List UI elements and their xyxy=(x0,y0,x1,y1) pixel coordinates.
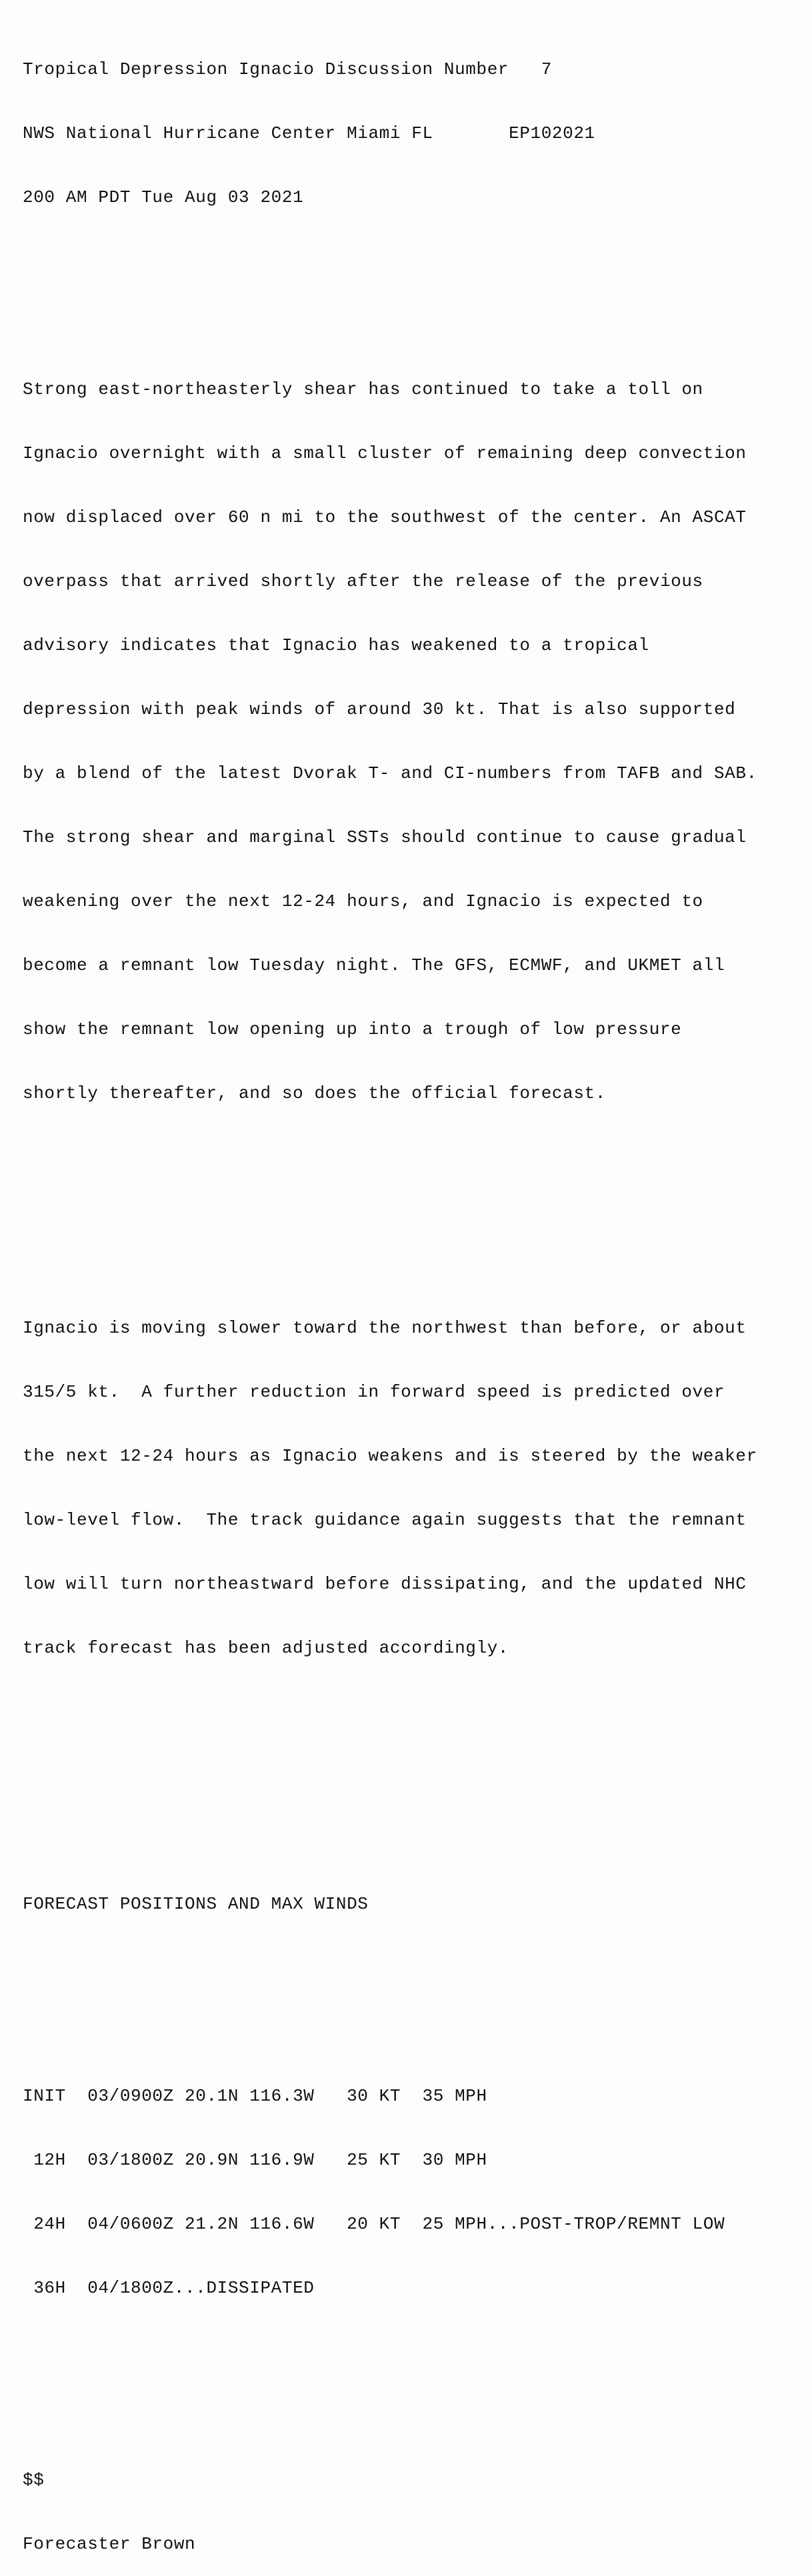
paragraph-line: Strong east-northeasterly shear has continued to take a toll on xyxy=(23,379,703,399)
forecast-table xyxy=(23,2043,757,2341)
paragraph-line: low-level flow. The track guidance again suggests that the remnant xyxy=(23,1510,747,1530)
paragraph-line: by a blend of the latest Dvorak T- and CI-numbers from TAFB and SAB. xyxy=(23,763,757,783)
paragraph-line: Ignacio overnight with a small cluster of remaining deep convection xyxy=(23,443,747,463)
forecast-row: 12H 03/1800Z 20.9N 116.9W 25 KT 30 MPH xyxy=(23,2150,487,2170)
paragraph-line: track forecast has been adjusted accordingly. xyxy=(23,1638,509,1658)
forecast-row: 36H 04/1800Z...DISSIPATED xyxy=(23,2278,315,2298)
spacer xyxy=(23,1957,757,1979)
end-marker: $$ xyxy=(23,2470,45,2490)
paragraph-2 xyxy=(23,1275,757,1701)
forecast-heading: FORECAST POSITIONS AND MAX WINDS xyxy=(23,1894,369,1914)
forecaster-signature: Forecaster Brown xyxy=(23,2534,196,2554)
paragraph-line: the next 12-24 hours as Ignacio weakens and is steered by the weaker xyxy=(23,1446,757,1466)
discussion-title: Tropical Depression Ignacio Discussion Number 7 xyxy=(23,59,552,79)
paragraph-1 xyxy=(23,336,757,1147)
issuing-office: NWS National Hurricane Center Miami FL EP102021 xyxy=(23,123,595,143)
discussion-document xyxy=(23,16,757,2576)
paragraph-line: Ignacio is moving slower toward the northwest than before, or about xyxy=(23,1318,747,1338)
spacer xyxy=(23,1808,757,1829)
spacer xyxy=(23,1744,757,1765)
spacer xyxy=(23,1189,757,1211)
paragraph-line: depression with peak winds of around 30 kt. That is also supported xyxy=(23,699,736,719)
paragraph-line: The strong shear and marginal SSTs should continue to cause gradual xyxy=(23,827,747,847)
forecast-row: 24H 04/0600Z 21.2N 116.6W 20 KT 25 MPH...POST-TROP/REMNT LOW xyxy=(23,2214,725,2234)
paragraph-line: become a remnant low Tuesday night. The GFS, ECMWF, and UKMET all xyxy=(23,955,725,975)
paragraph-line: weakening over the next 12-24 hours, and Ignacio is expected to xyxy=(23,891,703,911)
paragraph-line: advisory indicates that Ignacio has weakened to a tropical xyxy=(23,635,649,655)
forecast-row: INIT 03/0900Z 20.1N 116.3W 30 KT 35 MPH xyxy=(23,2086,487,2106)
paragraph-line: shortly thereafter, and so does the official forecast. xyxy=(23,1083,606,1103)
paragraph-line: now displaced over 60 n mi to the southwest of the center. An ASCAT xyxy=(23,507,747,527)
spacer xyxy=(23,251,757,272)
issue-time: 200 AM PDT Tue Aug 03 2021 xyxy=(23,187,304,207)
paragraph-line: 315/5 kt. A further reduction in forward speed is predicted over xyxy=(23,1382,725,1402)
spacer xyxy=(23,2384,757,2405)
paragraph-line: show the remnant low opening up into a trough of low pressure xyxy=(23,1019,682,1039)
paragraph-line: low will turn northeastward before dissipating, and the updated NHC xyxy=(23,1574,747,1594)
paragraph-line: overpass that arrived shortly after the release of the previous xyxy=(23,571,703,591)
